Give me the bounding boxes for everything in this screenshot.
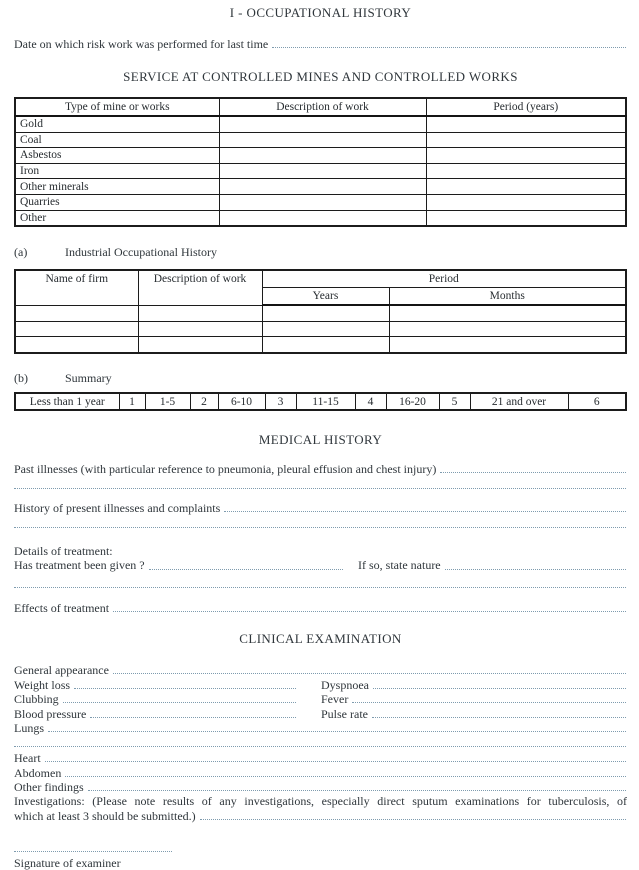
blood-pressure-label: Blood pressure <box>14 706 87 721</box>
form-title: I - OCCUPATIONAL HISTORY <box>229 5 412 20</box>
mines-table <box>14 97 627 227</box>
blood-pressure-field <box>14 707 297 721</box>
treatment-given-line <box>14 558 627 573</box>
dyspnoea-label: Dyspnoea <box>321 677 369 692</box>
fill-in-line <box>45 761 626 762</box>
fever-label: Fever <box>321 692 349 707</box>
fill-in-continuation <box>14 476 627 492</box>
empty-cell <box>219 116 426 132</box>
empty-cell <box>426 163 626 179</box>
summary-cell: Less than 1 year <box>15 393 119 411</box>
other-findings-line <box>14 780 627 795</box>
fill-in-line <box>90 717 296 718</box>
mine-type-cell: Other minerals <box>15 179 219 195</box>
mines-col-period: Period (years) <box>426 98 626 116</box>
industrial-col-years: Years <box>262 288 389 306</box>
fill-in-line <box>224 511 626 512</box>
lungs-label: Lungs <box>14 721 44 736</box>
empty-cell <box>138 321 262 337</box>
empty-cell <box>15 305 138 321</box>
weight-loss-dyspnoea-line <box>14 677 627 692</box>
present-illnesses-label: History of present illnesses and complaints <box>14 501 221 516</box>
table-row <box>15 305 626 321</box>
industrial-col-period: Period <box>262 270 626 288</box>
section-a-label: Industrial Occupational History <box>65 245 217 260</box>
investigations-note-line2 <box>14 809 627 824</box>
fill-in-line <box>14 527 626 528</box>
state-nature-label: If so, state nature <box>358 558 441 573</box>
investigations-note-line2-text: which at least 3 should be submitted.) <box>14 809 196 824</box>
table-row <box>15 337 626 353</box>
fill-in-line <box>272 47 626 48</box>
fill-in-line <box>48 731 626 732</box>
empty-cell <box>219 132 426 148</box>
empty-cell <box>219 148 426 164</box>
details-of-treatment-label: Details of treatment: <box>14 544 113 559</box>
empty-cell <box>138 337 262 353</box>
fill-in-line <box>14 746 626 747</box>
blood-pressure-pulse-line <box>14 706 627 721</box>
summary-cell: 6-10 <box>218 393 265 411</box>
empty-cell <box>219 179 426 195</box>
industrial-history-table <box>14 269 627 354</box>
table-row <box>15 148 626 164</box>
fill-in-line <box>352 702 626 703</box>
fill-in-line <box>445 569 626 570</box>
fill-in-continuation <box>14 735 627 750</box>
fill-in-continuation <box>14 573 627 591</box>
abdomen-line <box>14 765 627 780</box>
fill-in-line <box>14 587 626 588</box>
empty-cell <box>219 163 426 179</box>
fill-in-continuation <box>14 515 627 531</box>
dyspnoea-field <box>321 678 627 692</box>
empty-cell <box>426 132 626 148</box>
empty-cell <box>426 179 626 195</box>
mines-col-type: Type of mine or works <box>15 98 219 116</box>
date-last-risk-work-label: Date on which risk work was performed for last time <box>14 37 269 51</box>
summary-cell: 16-20 <box>386 393 439 411</box>
summary-cell: 21 and over <box>470 393 568 411</box>
mines-col-description: Description of work <box>219 98 426 116</box>
empty-cell <box>426 148 626 164</box>
signature-fill-in-line <box>14 851 172 852</box>
empty-cell <box>15 337 138 353</box>
general-appearance-label: General appearance <box>14 663 109 678</box>
other-findings-label: Other findings <box>14 780 84 795</box>
clinical-examination-heading: CLINICAL EXAMINATION <box>239 631 402 647</box>
heart-label: Heart <box>14 751 41 765</box>
fill-in-line <box>113 673 626 674</box>
pulse-rate-label: Pulse rate <box>321 706 368 721</box>
pulse-rate-field <box>321 707 627 721</box>
fever-field <box>321 692 627 706</box>
summary-cell: 2 <box>190 393 218 411</box>
fill-in-line <box>440 472 626 473</box>
summary-cell: 11-15 <box>296 393 355 411</box>
signature-caption <box>14 855 627 870</box>
empty-cell <box>426 210 626 226</box>
industrial-header-row-1 <box>15 270 626 288</box>
document-page <box>14 0 627 870</box>
mine-type-cell: Quarries <box>15 194 219 210</box>
empty-cell <box>426 116 626 132</box>
past-illnesses-label: Past illnesses (with particular reference to pneumonia, pleural effusion and chest injury) <box>14 462 437 477</box>
summary-table <box>14 392 627 412</box>
fill-in-line <box>149 569 343 570</box>
industrial-col-firm: Name of firm <box>15 270 138 305</box>
fill-in-line <box>372 717 626 718</box>
clubbing-label: Clubbing <box>14 692 59 707</box>
summary-cell: 5 <box>439 393 470 411</box>
industrial-col-months: Months <box>389 288 626 306</box>
effects-of-treatment-line <box>14 600 627 615</box>
mine-type-cell: Iron <box>15 163 219 179</box>
medical-history-heading: MEDICAL HISTORY <box>258 432 383 448</box>
fill-in-line <box>88 790 626 791</box>
empty-cell <box>426 194 626 210</box>
weight-loss-field <box>14 678 297 692</box>
section-b-heading <box>14 371 627 386</box>
abdomen-label: Abdomen <box>14 765 62 780</box>
section-a-index: (a) <box>14 245 28 260</box>
date-last-risk-work-line <box>14 36 627 51</box>
table-row <box>15 116 626 132</box>
investigations-note-line1: Investigations: (Please note results of any investigations, especially direct sputum examinations for tuberculosis, of <box>14 794 627 809</box>
clubbing-fever-line <box>14 692 627 707</box>
summary-cell: 3 <box>265 393 296 411</box>
mine-type-cell: Coal <box>15 132 219 148</box>
heart-line <box>14 750 627 765</box>
service-heading: SERVICE AT CONTROLLED MINES AND CONTROLLED WORKS <box>123 69 518 84</box>
empty-cell <box>262 305 389 321</box>
industrial-col-description: Description of work <box>138 270 262 305</box>
present-illnesses-line <box>14 500 627 515</box>
section-a-heading <box>14 245 627 260</box>
fill-in-line <box>63 702 296 703</box>
empty-cell <box>262 337 389 353</box>
empty-cell <box>15 321 138 337</box>
summary-row <box>15 393 626 411</box>
empty-cell <box>389 305 626 321</box>
fill-in-line <box>373 688 626 689</box>
table-row <box>15 194 626 210</box>
section-b-index: (b) <box>14 370 28 385</box>
table-row <box>15 163 626 179</box>
lungs-line <box>14 721 627 736</box>
signature-of-examiner-label: Signature of examiner <box>14 856 121 870</box>
table-row <box>15 210 626 226</box>
fill-in-line <box>74 688 296 689</box>
clubbing-field <box>14 692 297 706</box>
empty-cell <box>219 194 426 210</box>
mines-header-row <box>15 98 626 116</box>
empty-cell <box>389 337 626 353</box>
table-row <box>15 179 626 195</box>
empty-cell <box>262 321 389 337</box>
table-row <box>15 132 626 148</box>
state-nature-field <box>358 558 627 573</box>
summary-cell: 6 <box>568 393 626 411</box>
details-of-treatment-heading <box>14 543 627 558</box>
empty-cell <box>219 210 426 226</box>
general-appearance-line <box>14 662 627 677</box>
table-row <box>15 321 626 337</box>
empty-cell <box>138 305 262 321</box>
mine-type-cell: Gold <box>15 116 219 132</box>
summary-cell: 4 <box>355 393 386 411</box>
empty-cell <box>389 321 626 337</box>
mine-type-cell: Other <box>15 210 219 226</box>
summary-cell: 1-5 <box>145 393 190 411</box>
fill-in-line <box>65 776 626 777</box>
signature-line <box>14 841 627 855</box>
fill-in-line <box>200 819 626 820</box>
mine-type-cell: Asbestos <box>15 148 219 164</box>
section-b-label: Summary <box>65 370 112 385</box>
summary-cell: 1 <box>119 393 145 411</box>
effects-of-treatment-label: Effects of treatment <box>14 601 110 616</box>
treatment-given-field <box>14 558 344 573</box>
treatment-given-label: Has treatment been given ? <box>14 558 145 573</box>
past-illnesses-line <box>14 461 627 476</box>
fill-in-line <box>14 488 626 489</box>
weight-loss-label: Weight loss <box>14 677 71 692</box>
fill-in-line <box>113 611 626 612</box>
